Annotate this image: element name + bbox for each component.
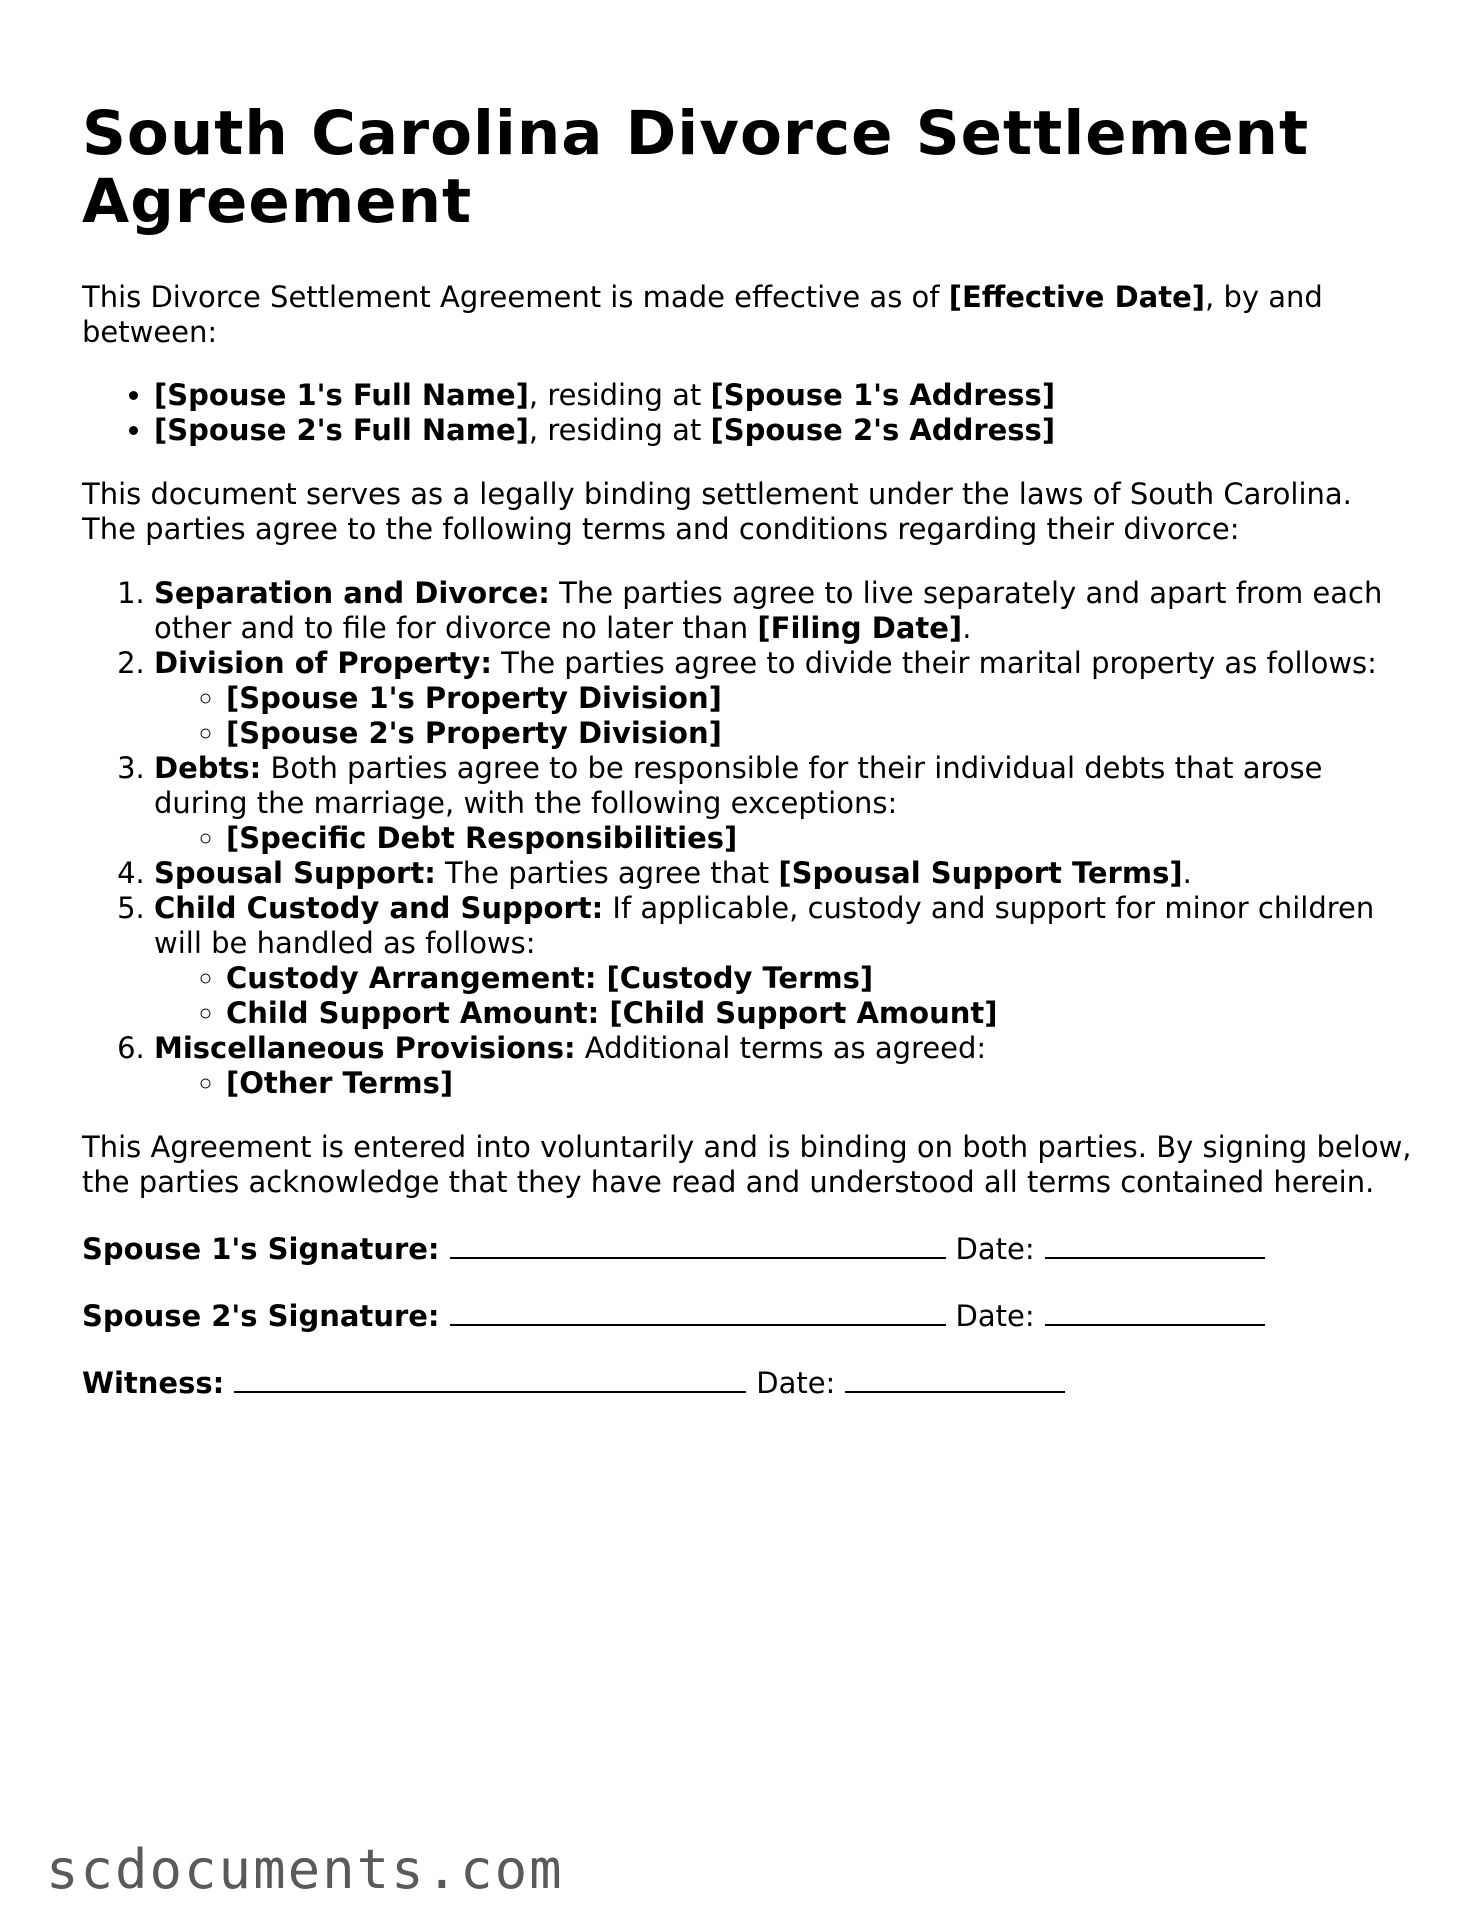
spouse1-date-line[interactable] xyxy=(1045,1229,1265,1259)
spouse2-name-placeholder: [Spouse 2's Full Name] xyxy=(154,413,529,447)
spouse1-address-placeholder: [Spouse 1's Address] xyxy=(710,378,1056,412)
party-text: , residing at xyxy=(528,378,711,412)
term-end: . xyxy=(1182,856,1192,890)
intro-paragraph xyxy=(82,280,1412,350)
debts-sublist xyxy=(154,821,1412,856)
document-page xyxy=(82,100,1412,1401)
term-text: Additional terms as agreed: xyxy=(575,1031,987,1065)
intro-text-end: , by and between: xyxy=(82,280,1323,349)
term-text: If applicable, custody and support for minor children will be handled as follows: xyxy=(154,891,1375,960)
witness-date-line[interactable] xyxy=(845,1363,1065,1393)
term-spousal-support xyxy=(154,856,1412,891)
list-item: ◦ [Spouse 2's Property Division] xyxy=(226,716,1412,751)
term-separation xyxy=(154,576,1412,646)
property-sublist xyxy=(154,681,1412,751)
term-child-custody xyxy=(154,891,1412,1031)
list-item xyxy=(154,413,1412,448)
closing-paragraph: This Agreement is entered into voluntarily and is binding on both parties. By signing below, the parties acknowledge that they have read and understood all terms contained herein. xyxy=(82,1130,1412,1199)
term-heading: Child Custody and Support: xyxy=(154,891,604,925)
custody-sublist xyxy=(154,961,1412,1031)
spousal-support-placeholder: [Spousal Support Terms] xyxy=(778,856,1183,890)
spouse1-signature-label: Spouse 1's Signature: xyxy=(82,1232,440,1266)
party-text: , residing at xyxy=(528,413,711,447)
term-miscellaneous xyxy=(154,1031,1412,1101)
spouse2-signature-line[interactable] xyxy=(450,1296,946,1326)
terms-list xyxy=(82,576,1412,1101)
term-text: The parties agree to divide their marital property as follows: xyxy=(491,646,1377,680)
witness-signature-line[interactable] xyxy=(234,1363,746,1393)
list-item: ◦ Custody Arrangement: [Custody Terms] xyxy=(226,961,1412,996)
list-item: ◦ [Specific Debt Responsibilities] xyxy=(226,821,1412,856)
list-item: ◦ [Other Terms] xyxy=(226,1066,1412,1101)
term-heading: Spousal Support: xyxy=(154,856,436,890)
term-heading: Division of Property: xyxy=(154,646,492,680)
term-property xyxy=(154,646,1412,751)
spouse2-signature-label: Spouse 2's Signature: xyxy=(82,1299,440,1333)
term-heading: Separation and Divorce: xyxy=(154,576,550,610)
misc-sublist xyxy=(154,1066,1412,1101)
term-heading: Debts: xyxy=(154,751,262,785)
term-debts xyxy=(154,751,1412,856)
spouse2-signature-row xyxy=(82,1296,1412,1334)
list-item: ◦ Child Support Amount: [Child Support Amount] xyxy=(226,996,1412,1031)
parties-list xyxy=(82,378,1412,448)
witness-signature-row xyxy=(82,1363,1412,1401)
term-text: Both parties agree to be responsible for their individual debts that arose during the marriage, with the following exceptions: xyxy=(154,751,1323,820)
term-text: The parties agree that xyxy=(435,856,779,890)
spouse2-address-placeholder: [Spouse 2's Address] xyxy=(710,413,1056,447)
term-text: The parties agree to live separately and apart from each other and to file for divorce no later than xyxy=(154,576,1383,645)
date-label: Date: xyxy=(756,1366,836,1400)
date-label: Date: xyxy=(955,1232,1035,1266)
term-end: . xyxy=(962,611,972,645)
document-title: South Carolina Divorce Settlement Agreement xyxy=(82,98,1310,237)
intro-text: This Divorce Settlement Agreement is made effective as of xyxy=(82,280,949,314)
witness-signature-label: Witness: xyxy=(82,1366,225,1400)
list-item xyxy=(154,378,1412,413)
body-paragraph: This document serves as a legally binding settlement under the laws of South Carolina. The parties agree to the following terms and conditions regarding their divorce: xyxy=(82,477,1352,546)
spouse1-name-placeholder: [Spouse 1's Full Name] xyxy=(154,378,529,412)
effective-date-placeholder: [Effective Date] xyxy=(948,280,1206,314)
spouse1-signature-line[interactable] xyxy=(450,1229,946,1259)
site-watermark: scdocuments.com xyxy=(46,1838,564,1901)
filing-date-placeholder: [Filing Date] xyxy=(757,611,963,645)
spouse2-date-line[interactable] xyxy=(1045,1296,1265,1326)
list-item: ◦ [Spouse 1's Property Division] xyxy=(226,681,1412,716)
spouse1-signature-row xyxy=(82,1229,1412,1267)
date-label: Date: xyxy=(955,1299,1035,1333)
term-heading: Miscellaneous Provisions: xyxy=(154,1031,576,1065)
